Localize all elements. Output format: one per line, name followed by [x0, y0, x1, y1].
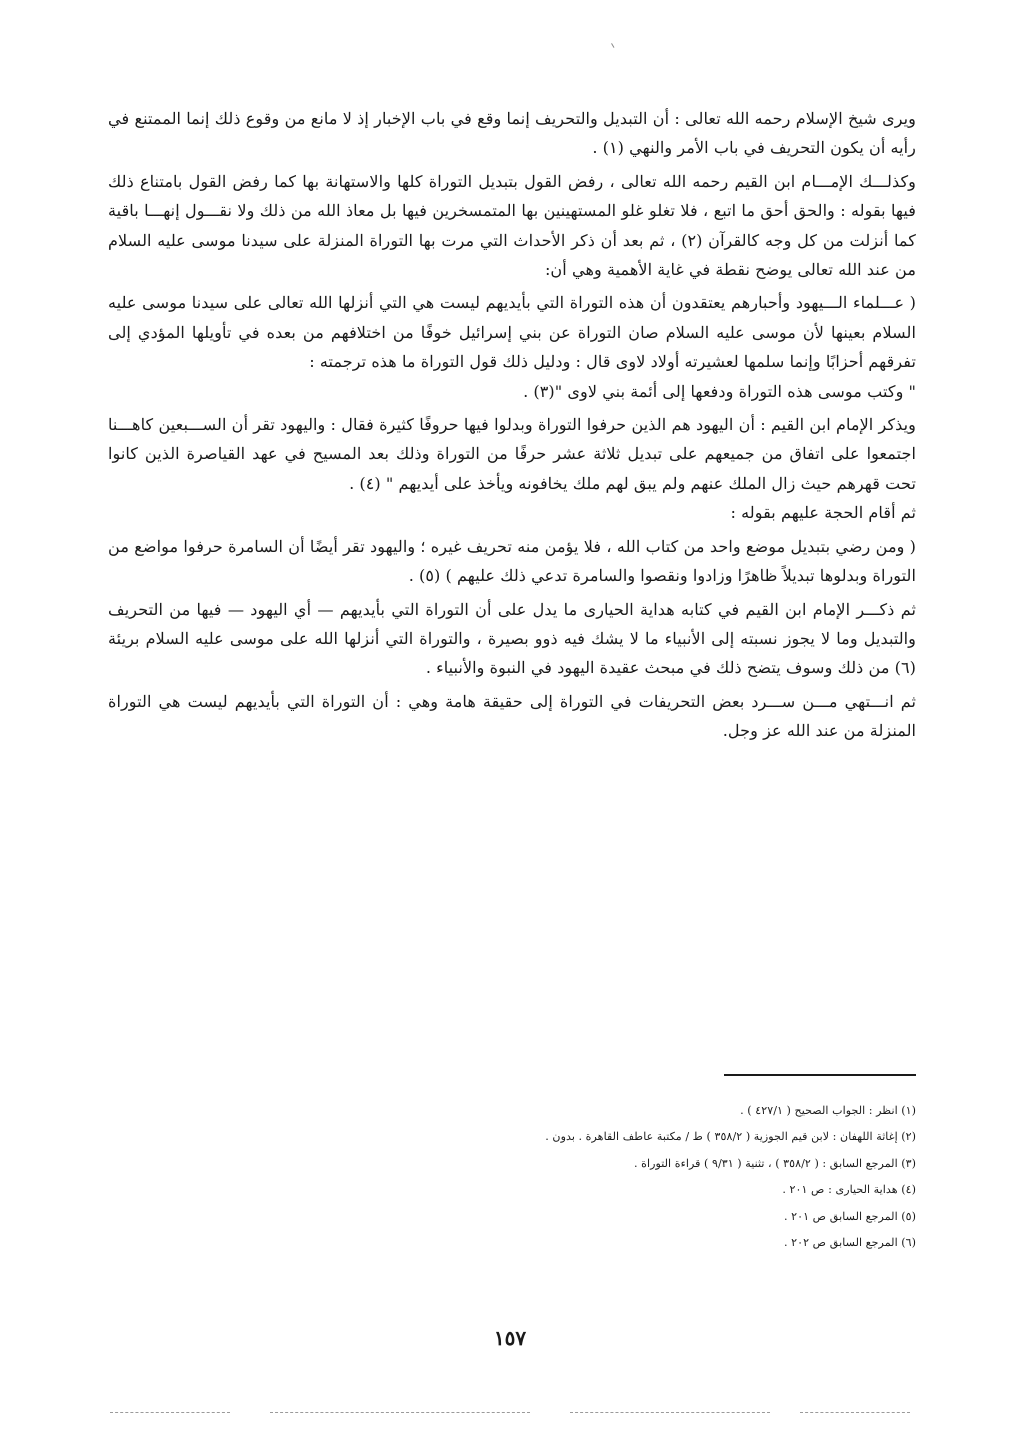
scan-mark [611, 41, 618, 48]
footnote-4: (٤) هداية الحيارى : ص ٢٠١ . [782, 1183, 916, 1197]
paragraph-3: ( عـــلماء الـــيهود وأحبارهم يعتقدون أن هذه التوراة التي بأيديهم ليست هي التي أنزلها الله تعالى على سيدنا موسى عليه السلام بعينها لأن موسى عليه السلام صان التوراة عن بني إسرائيل خوفًا من اختلافهم من بعده في تأويلها المؤدي إلى تفرقهم أحزابًا وإنما سلمها لعشيرته أولاد لاوى قال : ودليل ذلك قول التوراة ما هذه ترجمته : [108, 293, 916, 372]
scan-edge-line-4 [800, 1412, 910, 1413]
scan-edge-line-2 [270, 1412, 530, 1413]
footnote-3: (٣) المرجع السابق : ( ٣٥٨/٢ ) ، تثنية ( ٩/٣١ ) قراءة التوراة . [634, 1156, 916, 1170]
paragraph-6: ( ومن رضي بتبديل موضع واحد من كتاب الله ، فلا يؤمن منه تحريف غيره ؛ واليهود تقر أيضًا أن السامرة حرفوا مواضع من التوراة وبدلوها تبديلاً ظاهرًا وزادوا ونقصوا والسامرة تدعي ذلك عليهم ) (٥) . [108, 536, 916, 586]
scan-edge-line-3 [570, 1412, 770, 1413]
page-number: ١٥٧ [493, 1326, 527, 1350]
paragraph-4: ويذكر الإمام ابن القيم : أن اليهود هم الذين حرفوا التوراة وبدلوا فيها حروفًا كثيرة فقال : واليهود تقر أن الســـبعين كاهـــنا اجتمعوا على اتفاق من جميعهم على تبديل ثلاثة عشر حرفًا من التوراة وذلك بعد المسيح في عهد القياصرة الذين كانوا تحت قهرهم حيث زال الملك عنهم ولم يبق لهم ملك يخافونه ويأخذ على أيديهم " (٤) . [108, 415, 916, 493]
paragraph-7: ثم ذكـــر الإمام ابن القيم في كتابه هداية الحيارى ما يدل على أن التوراة التي بأيديهم — أي اليهود — فيها من التحريف والتبديل وما لا يجوز نسبته إلى الأنبياء ما لا يشك فيه ذوو بصيرة ، والتوراة التي أنزلها الله على موسى عليه السلام بريئة (٦) من ذلك وسوف يتضح ذلك في مبحث عقيدة اليهود في النبوة والأنبياء . [108, 599, 916, 678]
paragraph-5: ثم أقام الحجة عليهم بقوله : [730, 503, 916, 523]
footnote-5: (٥) المرجع السابق ص ٢٠١ . [783, 1209, 916, 1223]
quote-line: " وكتب موسى هذه التوراة ودفعها إلى أئمة بني لاوى "(٣) . [523, 381, 916, 401]
footnote-1: (١) انظر : الجواب الصحيح ( ٤٢٧/١ ) . [740, 1104, 916, 1117]
paragraph-1: ويرى شيخ الإسلام رحمه الله تعالى : أن التبديل والتحريف إنما وقع في باب الإخبار إذ لا مانع من وقوع ذلك إنما الممتنع في رأيه أن يكون التحريف في باب الأمر والنهي (١) . [108, 109, 916, 158]
footnotes [400, 1098, 916, 1256]
footnote-2: (٢) إغاثة اللهفان : لابن قيم الجوزية ( ٣٥٨/٢ ) ط / مكتبة عاطف القاهرة . بدون . [545, 1130, 916, 1144]
footnote-6: (٦) المرجع السابق ص ٢٠٢ . [783, 1236, 916, 1250]
scan-edge-line-1 [110, 1412, 230, 1413]
paragraph-8: ثم انـــتهي مـــن ســـرد بعض التحريفات في التوراة إلى حقيقة هامة وهي : أن التوراة التي بأيديهم ليست هي التوراة المنزلة من عند الله عز وجل. [108, 691, 916, 741]
paragraph-2: وكذلـــك الإمـــام ابن القيم رحمه الله تعالى ، رفض القول بتبديل التوراة كلها والاستهانة بها كما رفض القول بامتناع ذلك فيها بقوله : والحق أحق ما اتبع ، فلا تغلو غلو المستهينين بها المتمسخرين فيها بل معاذ الله من ذلك ولا نقـــول إنهـــا باقية كما أنزلت من كل وجه كالقرآن (٢) ، ثم بعد أن ذكر الأحداث التي مرت بها التوراة المنزلة على سيدنا موسى عليه السلام من عند الله تعالى يوضح نقطة في غاية الأهمية وهي أن: [108, 171, 916, 280]
main-text [108, 104, 916, 746]
footnote-separator [724, 1074, 916, 1076]
